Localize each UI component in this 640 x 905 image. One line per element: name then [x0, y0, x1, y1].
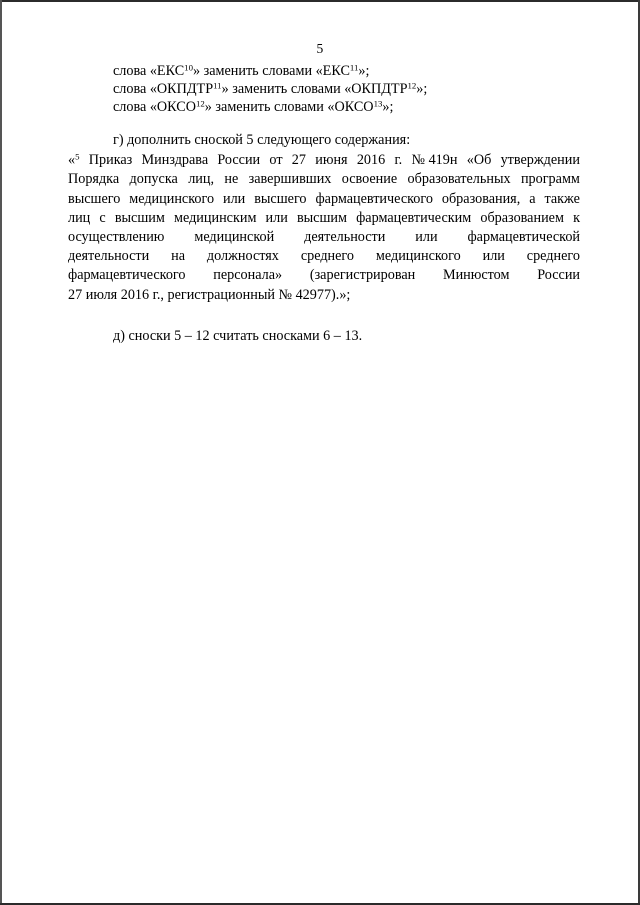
- footnote-word: осуществлению: [68, 229, 165, 246]
- footnote-word: 27: [291, 152, 306, 169]
- superscript-new: 11: [349, 62, 359, 73]
- footnote-word: России: [537, 267, 580, 284]
- replacement-line: [68, 80, 580, 98]
- footnote-word: медицинской: [194, 229, 275, 246]
- footnote-word: должностях: [206, 248, 279, 265]
- replacement-prefix: слова «ОКСО: [113, 99, 196, 116]
- footnote-word: лиц,: [188, 171, 214, 188]
- footnote-line: [68, 190, 580, 209]
- superscript-old: 12: [195, 98, 205, 109]
- footnote-word: высшего: [68, 190, 121, 207]
- footnote-word: фармацевтического: [68, 267, 186, 284]
- footnote-word: медицинским: [173, 209, 257, 226]
- footnote-word: завершивших: [248, 171, 332, 188]
- footnote-last-line: 27 июля 2016 г., регистрационный № 42977).»;: [68, 286, 351, 303]
- superscript-new: 12: [407, 80, 417, 91]
- replacement-middle: » заменить словами «ОКСО: [204, 99, 374, 116]
- footnote-word: «Об: [466, 152, 492, 169]
- footnote-word: от: [269, 152, 283, 169]
- footnote-line: [68, 170, 580, 189]
- footnote-line: [68, 266, 580, 285]
- footnote-word: Приказ: [88, 152, 133, 169]
- footnote-word: деятельности: [304, 229, 386, 246]
- footnote-word: фармацевтической: [467, 229, 580, 246]
- replacement-middle: » заменить словами «ОКПДТР: [221, 81, 408, 98]
- footnote-word: также: [544, 190, 580, 207]
- footnote-word: 2016: [356, 152, 386, 169]
- footnote-open-marker: «$^5$: [68, 151, 80, 169]
- footnote-word: № 419н: [411, 152, 458, 169]
- replacement-suffix: »;: [382, 99, 394, 116]
- footnote-word: или: [482, 248, 505, 265]
- footnote-word: образованием: [480, 209, 564, 226]
- replacement-line: [68, 62, 580, 80]
- footnote-word: среднего: [526, 248, 580, 265]
- footnote-word: медицинского: [375, 248, 461, 265]
- closing-paragraph: д) сноски 5 – 12 считать сносками 6 – 13.: [113, 327, 363, 344]
- footnote-marker: 5: [75, 151, 80, 162]
- footnote-word: утверждении: [500, 152, 580, 169]
- superscript-old: 11: [213, 80, 222, 91]
- footnote-word: высшим: [296, 209, 347, 226]
- replacement-suffix: »;: [416, 81, 428, 98]
- footnote-word: Минюстом: [442, 267, 510, 284]
- footnote-word: на: [171, 248, 186, 265]
- footnote-word: лиц: [68, 209, 91, 226]
- footnote-word: персонала»: [213, 267, 283, 284]
- footnote-line: [68, 228, 580, 247]
- page-number: 5: [316, 41, 324, 56]
- footnote-line: [68, 209, 580, 228]
- lead-in-paragraph: г) дополнить сноской 5 следующего содержания:: [113, 131, 411, 148]
- superscript-new: 13: [373, 98, 383, 109]
- footnote-word: деятельности: [68, 248, 150, 265]
- replacement-prefix: слова «ОКПДТР: [113, 81, 214, 98]
- footnote-word: не: [224, 171, 239, 188]
- footnote-word: высшим: [114, 209, 165, 226]
- footnote-word: фармацевтическим: [356, 209, 472, 226]
- footnote-word: программ: [520, 171, 580, 188]
- footnote-word: образования,: [441, 190, 521, 207]
- footnote-word: к: [573, 209, 580, 226]
- footnote-word: или: [415, 229, 438, 246]
- scan-edge-top: [0, 0, 640, 2]
- replacement-line: [68, 98, 580, 116]
- footnote-line: [68, 247, 580, 266]
- replacement-middle: » заменить словами «ЕКС: [192, 63, 350, 79]
- footnote-word: (зарегистрирован: [309, 267, 416, 284]
- footnote-word: Порядка: [68, 171, 120, 188]
- replacement-prefix: слова «ЕКС: [113, 63, 185, 79]
- footnote-word: образовательных: [407, 171, 511, 188]
- replacement-suffix: »;: [358, 63, 370, 79]
- footnote-word: медицинского: [129, 190, 215, 207]
- footnote-word: освоение: [341, 171, 398, 188]
- footnote-word: с: [99, 209, 106, 226]
- footnote-word: среднего: [300, 248, 354, 265]
- replacement-list: [68, 62, 580, 117]
- scan-edge-left: [0, 0, 2, 905]
- footnote-word: высшего: [254, 190, 307, 207]
- footnote-word: Минздрава: [141, 152, 209, 169]
- footnote-word: или: [265, 209, 288, 226]
- footnote-word: фармацевтического: [315, 190, 433, 207]
- footnote-word: г.: [394, 152, 403, 169]
- footnote-paragraph: [68, 151, 580, 305]
- superscript-old: 10: [184, 62, 193, 73]
- footnote-word: России: [217, 152, 261, 169]
- footnote-line: [68, 151, 580, 170]
- footnote-word: допуска: [129, 171, 178, 188]
- footnote-word: или: [223, 190, 246, 207]
- footnote-word: а: [529, 190, 536, 207]
- document-body: [68, 62, 580, 345]
- footnote-word: июня: [315, 152, 348, 169]
